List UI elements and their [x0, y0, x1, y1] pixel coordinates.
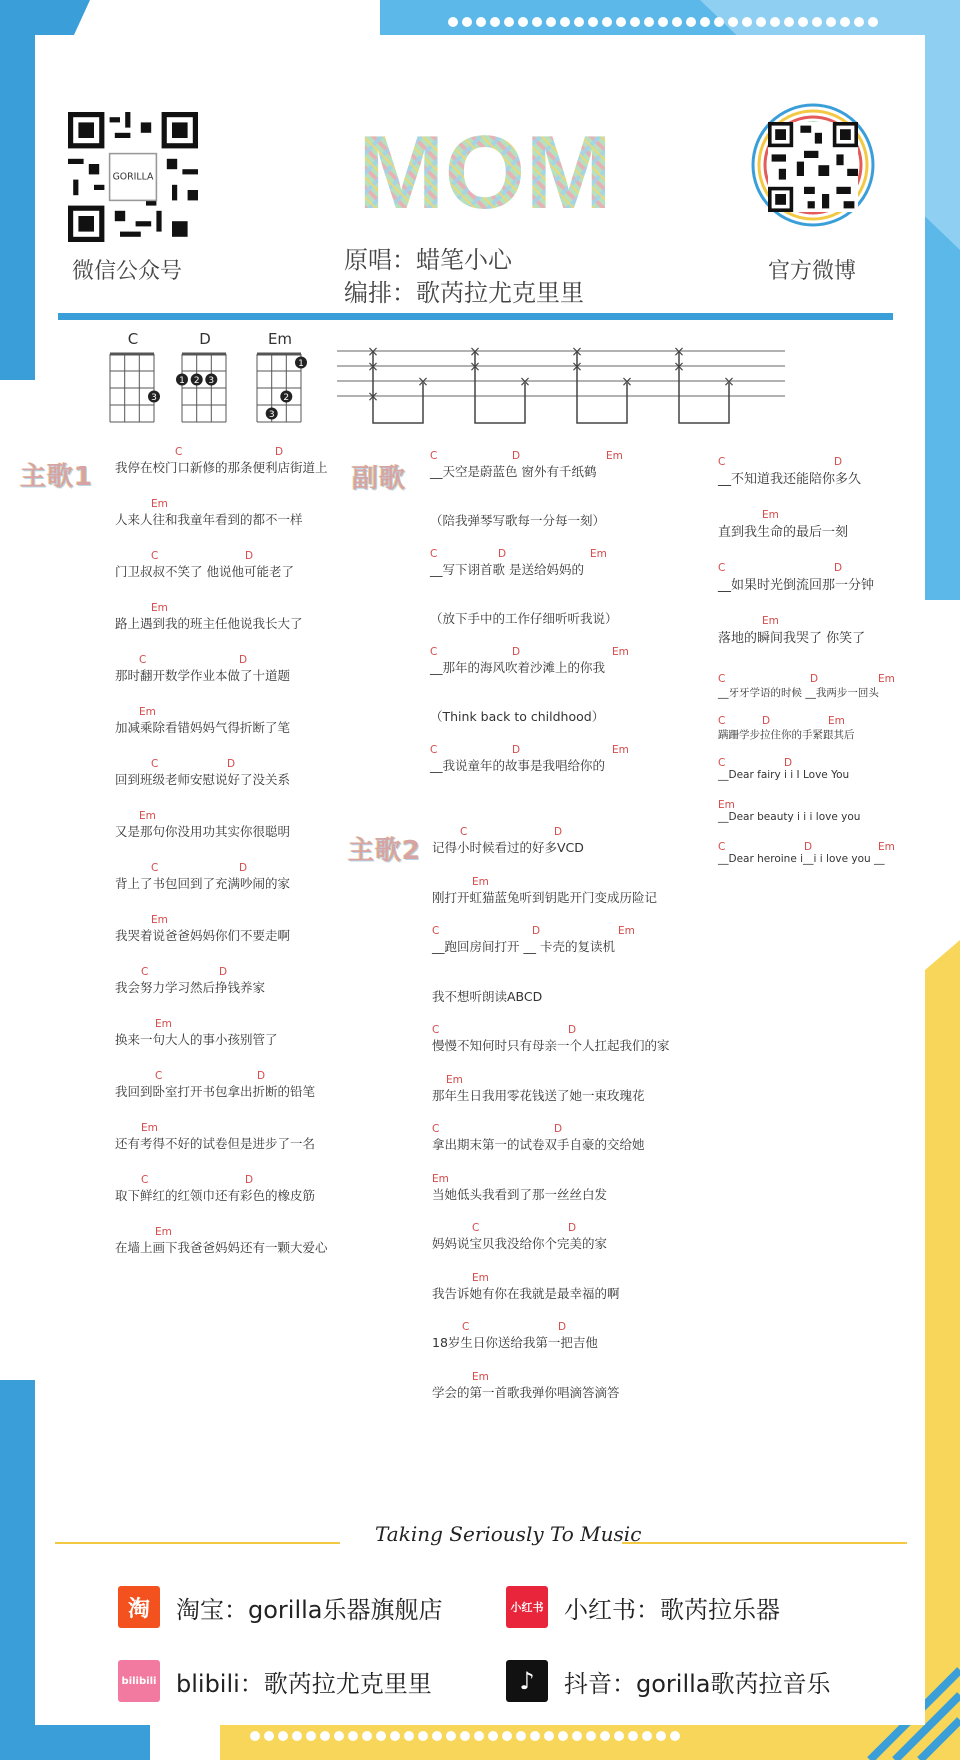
lyric-text: 我停在校门口新修的那条便利店街道上 — [115, 460, 328, 475]
dot — [488, 1731, 498, 1741]
chord-marker: C — [151, 758, 159, 770]
dot — [616, 17, 626, 27]
lyric-line — [115, 966, 266, 996]
lyric-line — [430, 707, 604, 725]
lyric-text: 18岁生日你送给我第一把吉他 — [432, 1335, 598, 1350]
finger-number: 3 — [151, 393, 157, 403]
dot — [516, 1731, 526, 1741]
lyric-line — [432, 1073, 645, 1104]
dot — [504, 17, 514, 27]
chord-marker: Em — [762, 509, 779, 521]
svg-text:×: × — [571, 344, 583, 360]
dot — [502, 1731, 512, 1741]
weibo-label — [768, 254, 856, 285]
lyric-text: __跑回房间打开 __ 卡壳的复读机 — [432, 939, 615, 954]
lyric-line — [718, 615, 866, 646]
dot — [670, 1731, 680, 1741]
chord-marker: D — [512, 450, 521, 462]
lyric-line — [115, 498, 303, 528]
lyric-line — [115, 1070, 316, 1100]
chord-name: C — [127, 330, 139, 348]
chord-marker: C — [430, 646, 438, 658]
dot — [462, 17, 472, 27]
chord-marker: D — [554, 1123, 563, 1135]
chord-marker: C — [432, 925, 440, 937]
finger-number: 3 — [208, 376, 215, 386]
chord-name: Em — [267, 330, 293, 348]
singer-credit — [344, 240, 512, 275]
lyric-line — [430, 744, 629, 774]
dot — [868, 17, 878, 27]
lyric-text: 当她低头我看到了那一丝丝白发 — [432, 1186, 608, 1202]
dot — [518, 17, 528, 27]
dot — [530, 1731, 540, 1741]
lyric-text: 还有考得不好的试卷但是进步了一名 — [115, 1136, 316, 1151]
chord-marker: C — [155, 1070, 163, 1082]
lyric-line — [115, 758, 291, 788]
xiaohongshu-link[interactable] — [506, 1586, 780, 1628]
lyric-line — [718, 799, 861, 823]
lyric-line — [718, 841, 895, 865]
footer-divider-right — [622, 1542, 907, 1544]
chord-marker: D — [219, 966, 228, 978]
lyric-line — [115, 550, 294, 580]
lyric-line — [718, 509, 849, 540]
lyric-text: __如果时光倒流回那一分钟 — [718, 578, 875, 593]
lyric-text: （陪我弹琴写歌每一分每一刻） — [430, 513, 606, 528]
dot — [532, 17, 542, 27]
lyric-text: __写下诩首歌 是送给妈妈的 — [430, 562, 584, 577]
lyric-text: 门卫叔叔不笑了 他说他可能老了 — [115, 564, 294, 579]
chord-marker: D — [762, 715, 771, 727]
chord-marker: D — [512, 744, 521, 756]
lyric-text: 换来一句大人的事小孩别管了 — [115, 1032, 278, 1047]
dot — [588, 17, 598, 27]
chord-marker: Em — [155, 1226, 172, 1238]
dot — [572, 1731, 582, 1741]
lyric-line — [718, 673, 895, 700]
dot — [418, 1731, 428, 1741]
dot — [700, 17, 710, 27]
lyric-line — [115, 446, 328, 476]
lyric-line — [432, 1321, 598, 1351]
dot — [686, 17, 696, 27]
lyric-line — [430, 548, 607, 578]
lyric-text: （Think back to childhood） — [430, 709, 605, 724]
dot — [630, 17, 640, 27]
chord-marker: Em — [139, 810, 156, 822]
lyric-line — [432, 826, 584, 856]
lyric-text: __天空是蔚蓝色 窗外有千纸鹤 — [430, 464, 597, 479]
lyric-text: 那时翻开数学作业本做了十道题 — [115, 668, 291, 683]
lyric-line — [718, 562, 875, 593]
lyric-text: 拿出期末第一的试卷双手自豪的交给她 — [432, 1137, 645, 1152]
chord-marker: D — [532, 925, 541, 937]
lyric-text: 学会的第一首歌我弹你唱滴答滴答 — [432, 1384, 620, 1400]
svg-text:GORILLA: GORILLA — [112, 171, 154, 183]
wechat-label-text: 微信公众号 — [72, 259, 183, 284]
chord-marker: D — [275, 446, 284, 458]
taobao-link[interactable] — [118, 1586, 443, 1628]
chord-marker: D — [239, 654, 248, 666]
section-label-verse1: 主歌1 — [20, 462, 94, 492]
dot — [560, 17, 570, 27]
lyric-line — [115, 706, 291, 736]
lyric-text: 背上了书包回到了充满吵闹的家 — [115, 876, 291, 891]
finger-number: 2 — [283, 393, 290, 403]
lyric-line — [718, 715, 855, 742]
dot — [586, 1731, 596, 1741]
dot — [826, 17, 836, 27]
section-label-verse2: 主歌2 — [348, 836, 422, 866]
singer-name: 蜡笔小心 — [416, 246, 512, 274]
chord-marker: Em — [472, 1370, 489, 1383]
dot — [544, 1731, 554, 1741]
taobao-label: 淘宝：gorilla乐器旗舰店 — [176, 1595, 443, 1624]
dot — [840, 17, 850, 27]
chord-marker: C — [432, 1123, 440, 1135]
chord-diagram-c — [108, 330, 158, 428]
svg-text:×: × — [367, 389, 379, 405]
svg-text:×: × — [469, 359, 481, 375]
song-title-text: MOM — [357, 115, 613, 231]
dot — [756, 17, 766, 27]
dot — [642, 1731, 652, 1741]
dots-decoration-top — [448, 17, 878, 27]
lyric-text: __不知道我还能陪你多久 — [718, 472, 862, 487]
chord-marker: C — [718, 757, 726, 769]
chord-marker: C — [718, 456, 726, 468]
chord-marker: C — [460, 826, 468, 838]
svg-text:×: × — [673, 344, 685, 360]
dot — [490, 17, 500, 27]
dot — [798, 17, 808, 27]
dot — [628, 1731, 638, 1741]
dot — [614, 1731, 624, 1741]
bilibili-link[interactable] — [118, 1660, 432, 1702]
chord-diagram-em — [255, 330, 305, 428]
dot — [292, 1731, 302, 1741]
taobao-icon: 淘 — [118, 1586, 160, 1628]
chord-marker: Em — [878, 841, 895, 853]
chord-marker: C — [462, 1321, 470, 1333]
chord-marker: D — [227, 758, 236, 770]
lyric-line — [115, 914, 291, 944]
chord-marker: Em — [151, 914, 168, 926]
chord-marker: Em — [618, 925, 635, 937]
chord-marker: C — [430, 744, 438, 756]
chord-marker: D — [834, 562, 843, 574]
lyric-text: 慢慢不知何时只有母亲一个人扛起我们的家 — [432, 1038, 670, 1053]
svg-text:×: × — [571, 359, 583, 375]
lyric-line — [432, 925, 635, 955]
dot — [742, 17, 752, 27]
lyric-text: 妈妈说宝贝我没给你个完美的家 — [432, 1236, 608, 1251]
dot — [656, 1731, 666, 1741]
lyric-text: 我哭着说爸爸妈妈你们不要走啊 — [115, 928, 291, 943]
chord-marker: Em — [155, 1018, 172, 1030]
dot — [446, 1731, 456, 1741]
chord-marker: Em — [141, 1122, 158, 1134]
slogan-signature: Taking Seriously To Music — [375, 1522, 642, 1546]
lyric-text: 蹒跚学步拉住你的手紧跟其后 — [718, 729, 855, 741]
lyric-text: __Dear heroine i__i i love you __ — [718, 853, 885, 865]
dot — [546, 17, 556, 27]
chord-marker: Em — [432, 1172, 449, 1185]
lyric-text: 路上遇到我的班主任他说我长大了 — [115, 616, 303, 631]
dot — [602, 17, 612, 27]
dot — [600, 1731, 610, 1741]
dot — [474, 1731, 484, 1741]
lyric-text: 我会努力学习然后挣钱养家 — [115, 980, 266, 995]
lyric-text: 我告诉她有你在我就是最幸福的啊 — [432, 1285, 620, 1301]
svg-text:×: × — [519, 374, 531, 390]
douyin-link[interactable] — [506, 1660, 831, 1702]
douyin-icon: ♪ — [506, 1660, 548, 1702]
lyric-text: 回到班级老师安慰说好了没关系 — [115, 772, 291, 787]
qr-pattern — [68, 112, 198, 242]
svg-text:×: × — [367, 344, 379, 360]
lyric-text: 落地的瞬间我哭了 你笑了 — [718, 631, 866, 646]
lyric-text: 那年生日我用零花钱送了她一束玫瑰花 — [432, 1087, 645, 1103]
lyric-line — [115, 654, 291, 684]
lyric-line — [430, 646, 629, 676]
lyric-text: 又是那句你没用功其实你很聪明 — [115, 824, 291, 839]
bilibili-icon: bilibili — [118, 1660, 160, 1702]
footer-divider-left — [55, 1542, 340, 1544]
lyric-text: 刚打开虹猫蓝兔听到钥匙开门变成历险记 — [432, 889, 658, 905]
lyric-line — [430, 511, 605, 529]
chord-marker: Em — [151, 498, 168, 510]
arranger-name: 歌芮拉尤克里里 — [416, 279, 584, 307]
chord-marker: C — [151, 550, 159, 562]
chord-marker: D — [245, 550, 254, 562]
strum-pattern-tab — [337, 345, 787, 425]
chord-marker: D — [245, 1174, 254, 1186]
arranger-label: 编排： — [344, 279, 416, 307]
dot — [306, 1731, 316, 1741]
lyric-line — [432, 1172, 608, 1203]
chord-marker: Em — [718, 799, 735, 811]
dot — [460, 1731, 470, 1741]
dot — [672, 17, 682, 27]
lyric-line — [115, 1122, 316, 1152]
finger-number: 1 — [179, 376, 185, 386]
chord-marker: Em — [612, 744, 629, 756]
lyric-text: __牙牙学语的时候 __我两步一回头 — [718, 687, 879, 699]
dot — [278, 1731, 288, 1741]
finger-number: 2 — [193, 376, 200, 386]
chord-marker: Em — [878, 673, 895, 685]
chord-marker: D — [239, 862, 248, 874]
lyric-line — [718, 456, 862, 487]
chord-marker: D — [558, 1321, 567, 1333]
dot — [644, 17, 654, 27]
dot — [714, 17, 724, 27]
chord-marker: Em — [828, 715, 845, 727]
svg-text:×: × — [367, 359, 379, 375]
chord-marker: C — [718, 715, 726, 727]
section-label-chorus: 副歌 — [352, 464, 407, 494]
lyric-line — [432, 1370, 620, 1401]
chord-marker: C — [718, 841, 726, 853]
lyric-line — [115, 602, 303, 632]
singer-label: 原唱： — [344, 246, 416, 274]
chord-marker: C — [718, 562, 726, 574]
chord-marker: Em — [606, 450, 623, 462]
dot — [362, 1731, 372, 1741]
dot — [390, 1731, 400, 1741]
lyric-text: 直到我生命的最后一刻 — [718, 525, 849, 540]
chord-marker: C — [175, 446, 183, 458]
lyric-line — [432, 1222, 608, 1252]
chord-marker: Em — [472, 1271, 489, 1284]
lyric-text: 我回到卧室打开书包拿出折断的铅笔 — [115, 1084, 316, 1099]
lyric-line — [432, 1024, 670, 1054]
lyric-text: 取下鲜红的红领巾还有彩色的橡皮筋 — [115, 1188, 316, 1203]
lyric-text: __Dear fairy i i I Love You — [718, 769, 850, 781]
weibo-qr-code — [768, 122, 858, 212]
chord-name: D — [199, 330, 211, 348]
lyric-text: 我不想听朗读ABCD — [432, 988, 543, 1004]
lyric-line — [430, 450, 623, 480]
chord-marker: D — [257, 1070, 266, 1082]
chord-marker: Em — [446, 1073, 463, 1086]
chord-marker: D — [568, 1024, 577, 1036]
chord-marker: D — [512, 646, 521, 658]
lyric-line — [432, 1123, 645, 1153]
lyric-text: 加减乘除看错妈妈气得折断了笔 — [115, 720, 291, 735]
qr-pattern — [768, 122, 858, 212]
svg-text:×: × — [723, 374, 735, 390]
chord-diagram-d — [180, 330, 230, 428]
dot — [854, 17, 864, 27]
dot — [264, 1731, 274, 1741]
lyric-line — [115, 1226, 328, 1256]
chord-marker: Em — [590, 548, 607, 560]
chord-marker: C — [718, 673, 726, 685]
lyric-text: __Dear beauty i i i love you — [718, 811, 861, 823]
dot — [376, 1731, 386, 1741]
dot — [728, 17, 738, 27]
douyin-label: 抖音：gorilla歌芮拉音乐 — [564, 1669, 831, 1698]
chord-marker: Em — [612, 646, 629, 658]
lyric-line — [115, 1018, 278, 1048]
dots-decoration-bottom — [250, 1731, 680, 1741]
dot — [558, 1731, 568, 1741]
chord-marker: D — [810, 673, 819, 685]
chord-marker: Em — [151, 602, 168, 614]
dot — [448, 17, 458, 27]
lyric-text: 记得小时候看过的好多VCD — [432, 840, 584, 855]
lyric-line — [430, 609, 618, 627]
finger-number: 3 — [268, 410, 275, 420]
lyric-line — [432, 875, 658, 906]
chord-marker: D — [568, 1222, 577, 1234]
song-title — [338, 115, 633, 231]
chord-marker: C — [472, 1222, 480, 1234]
weibo-label-text: 官方微博 — [768, 259, 857, 284]
finger-number: 1 — [298, 359, 304, 369]
svg-text:×: × — [469, 344, 481, 360]
chord-marker: C — [141, 1174, 149, 1186]
dot — [404, 1731, 414, 1741]
dot — [770, 17, 780, 27]
wechat-label — [72, 254, 182, 285]
dot — [432, 1731, 442, 1741]
lyric-text: 人来人往和我童年看到的都不一样 — [115, 512, 303, 527]
bilibili-label: blibili：歌芮拉尤克里里 — [176, 1669, 432, 1698]
chord-marker: C — [151, 862, 159, 874]
chord-marker: Em — [139, 706, 156, 718]
dot — [334, 1731, 344, 1741]
lyric-line — [115, 1174, 316, 1204]
xiaohongshu-icon: 小红书 — [506, 1586, 548, 1628]
header-divider — [58, 313, 893, 320]
lyric-text: 在墙上画下我爸爸妈妈还有一颗大爱心 — [115, 1240, 328, 1255]
dot — [250, 1731, 260, 1741]
lyric-text: （放下手中的工作仔细听听我说） — [430, 611, 618, 626]
dot — [784, 17, 794, 27]
lyric-line — [115, 810, 291, 840]
chord-marker: D — [498, 548, 507, 560]
dot — [320, 1731, 330, 1741]
lyric-line — [718, 757, 850, 781]
chord-marker: C — [141, 966, 149, 978]
svg-text:×: × — [417, 374, 429, 390]
lyric-text: __我说童年的故事是我唱给你的 — [430, 758, 606, 773]
lyric-line — [432, 987, 542, 1005]
chord-marker: Em — [762, 615, 779, 627]
svg-text:×: × — [673, 359, 685, 375]
dot — [348, 1731, 358, 1741]
chord-marker: D — [784, 757, 793, 769]
dot — [476, 17, 486, 27]
chord-marker: D — [804, 841, 813, 853]
dot — [574, 17, 584, 27]
lyric-line — [115, 862, 291, 892]
lyric-line — [432, 1271, 620, 1302]
arranger-credit — [344, 273, 584, 308]
dot — [658, 17, 668, 27]
chord-marker: D — [834, 456, 843, 468]
chord-marker: C — [430, 450, 438, 462]
xiaohongshu-label: 小红书：歌芮拉乐器 — [564, 1595, 780, 1624]
svg-text:×: × — [621, 374, 633, 390]
chord-marker: C — [430, 548, 438, 560]
chord-marker: C — [432, 1024, 440, 1036]
wechat-qr-code — [68, 112, 198, 242]
chord-marker: D — [554, 826, 563, 838]
dot — [812, 17, 822, 27]
chord-marker: Em — [472, 875, 489, 888]
lyric-text: __那年的海风吹着沙滩上的你我 — [430, 660, 606, 675]
chord-marker: C — [139, 654, 147, 666]
